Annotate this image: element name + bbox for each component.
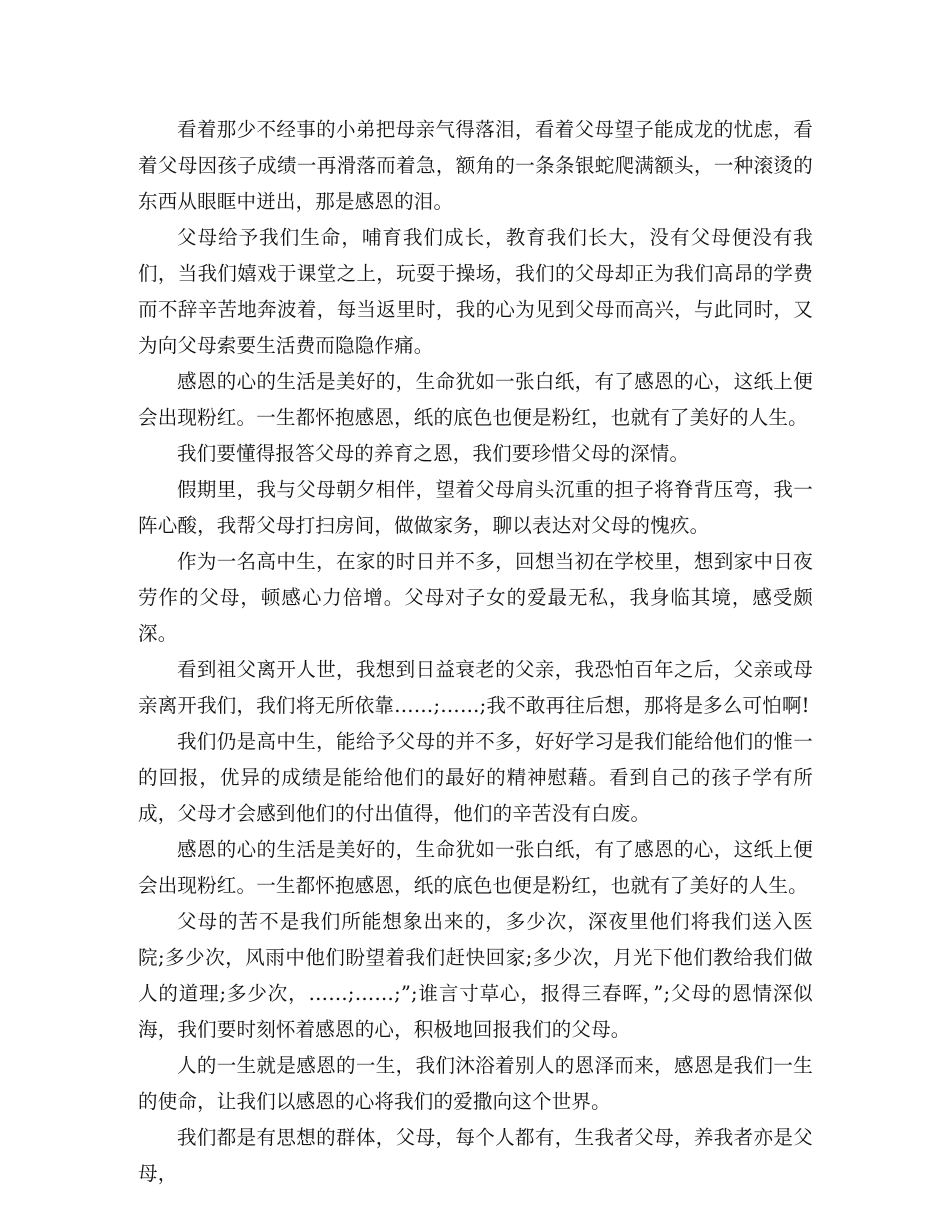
paragraph: 作为一名高中生，在家的时日并不多，回想当初在学校里，想到家中日夜劳作的父母，顿感心力倍增。父母对子女的爱最无私，我身临其境，感受颇深。	[138, 550, 813, 645]
paragraph: 看着那少不经事的小弟把母亲气得落泪，看着父母望子能成龙的忧虑，看着父母因孩子成绩一再滑落而着急，额角的一条条银蛇爬满额头，一种滚烫的东西从眼眶中迸出，那是感恩的泪。	[138, 118, 813, 213]
paragraph: 父母的苦不是我们所能想象出来的，多少次，深夜里他们将我们送入医院;多少次，风雨中他们盼望着我们赶快回家;多少次，月光下他们教给我们做人的道理;多少次，……;……;”;谁言寸草心，报得三春晖，”;父母的恩情深似海，我们要时刻怀着感恩的心，积极地回报我们的父母。	[138, 910, 813, 1041]
paragraph: 父母给予我们生命，哺育我们成长，教育我们长大，没有父母便没有我们，当我们嬉戏于课堂之上，玩耍于操场，我们的父母却正为我们高昂的学费而不辞辛苦地奔波着，每当返里时，我的心为见到父母而高兴，与此同时，又为向父母索要生活费而隐隐作痛。	[138, 226, 813, 357]
paragraph: 感恩的心的生活是美好的，生命犹如一张白纸，有了感恩的心，这纸上便会出现粉红。一生都怀抱感恩，纸的底色也便是粉红，也就有了美好的人生。	[138, 838, 813, 897]
paragraph: 我们仍是高中生，能给予父母的并不多，好好学习是我们能给他们的惟一的回报，优异的成绩是能给他们的最好的精神慰藉。看到自己的孩子学有所成，父母才会感到他们的付出值得，他们的辛苦没有白废。	[138, 730, 813, 825]
paragraph: 我们要懂得报答父母的养育之恩，我们要珍惜父母的深情。	[177, 442, 690, 465]
paragraph: 我们都是有思想的群体，父母，每个人都有，生我者父母，养我者亦是父母，	[138, 1126, 813, 1185]
paragraph: 假期里，我与父母朝夕相伴，望着父母肩头沉重的担子将脊背压弯，我一阵心酸，我帮父母打扫房间，做做家务，聊以表达对父母的愧疚。	[138, 478, 813, 537]
paragraph: 人的一生就是感恩的一生，我们沐浴着别人的恩泽而来，感恩是我们一生的使命，让我们以感恩的心将我们的爱撒向这个世界。	[138, 1054, 813, 1113]
paragraph: 看到祖父离开人世，我想到日益衰老的父亲，我恐怕百年之后，父亲或母亲离开我们，我们将无所依靠……;……;我不敢再往后想，那将是多么可怕啊!	[138, 658, 813, 717]
document-body	[138, 112, 813, 1192]
paragraph: 感恩的心的生活是美好的，生命犹如一张白纸，有了感恩的心，这纸上便会出现粉红。一生都怀抱感恩，纸的底色也便是粉红，也就有了美好的人生。	[138, 370, 813, 429]
